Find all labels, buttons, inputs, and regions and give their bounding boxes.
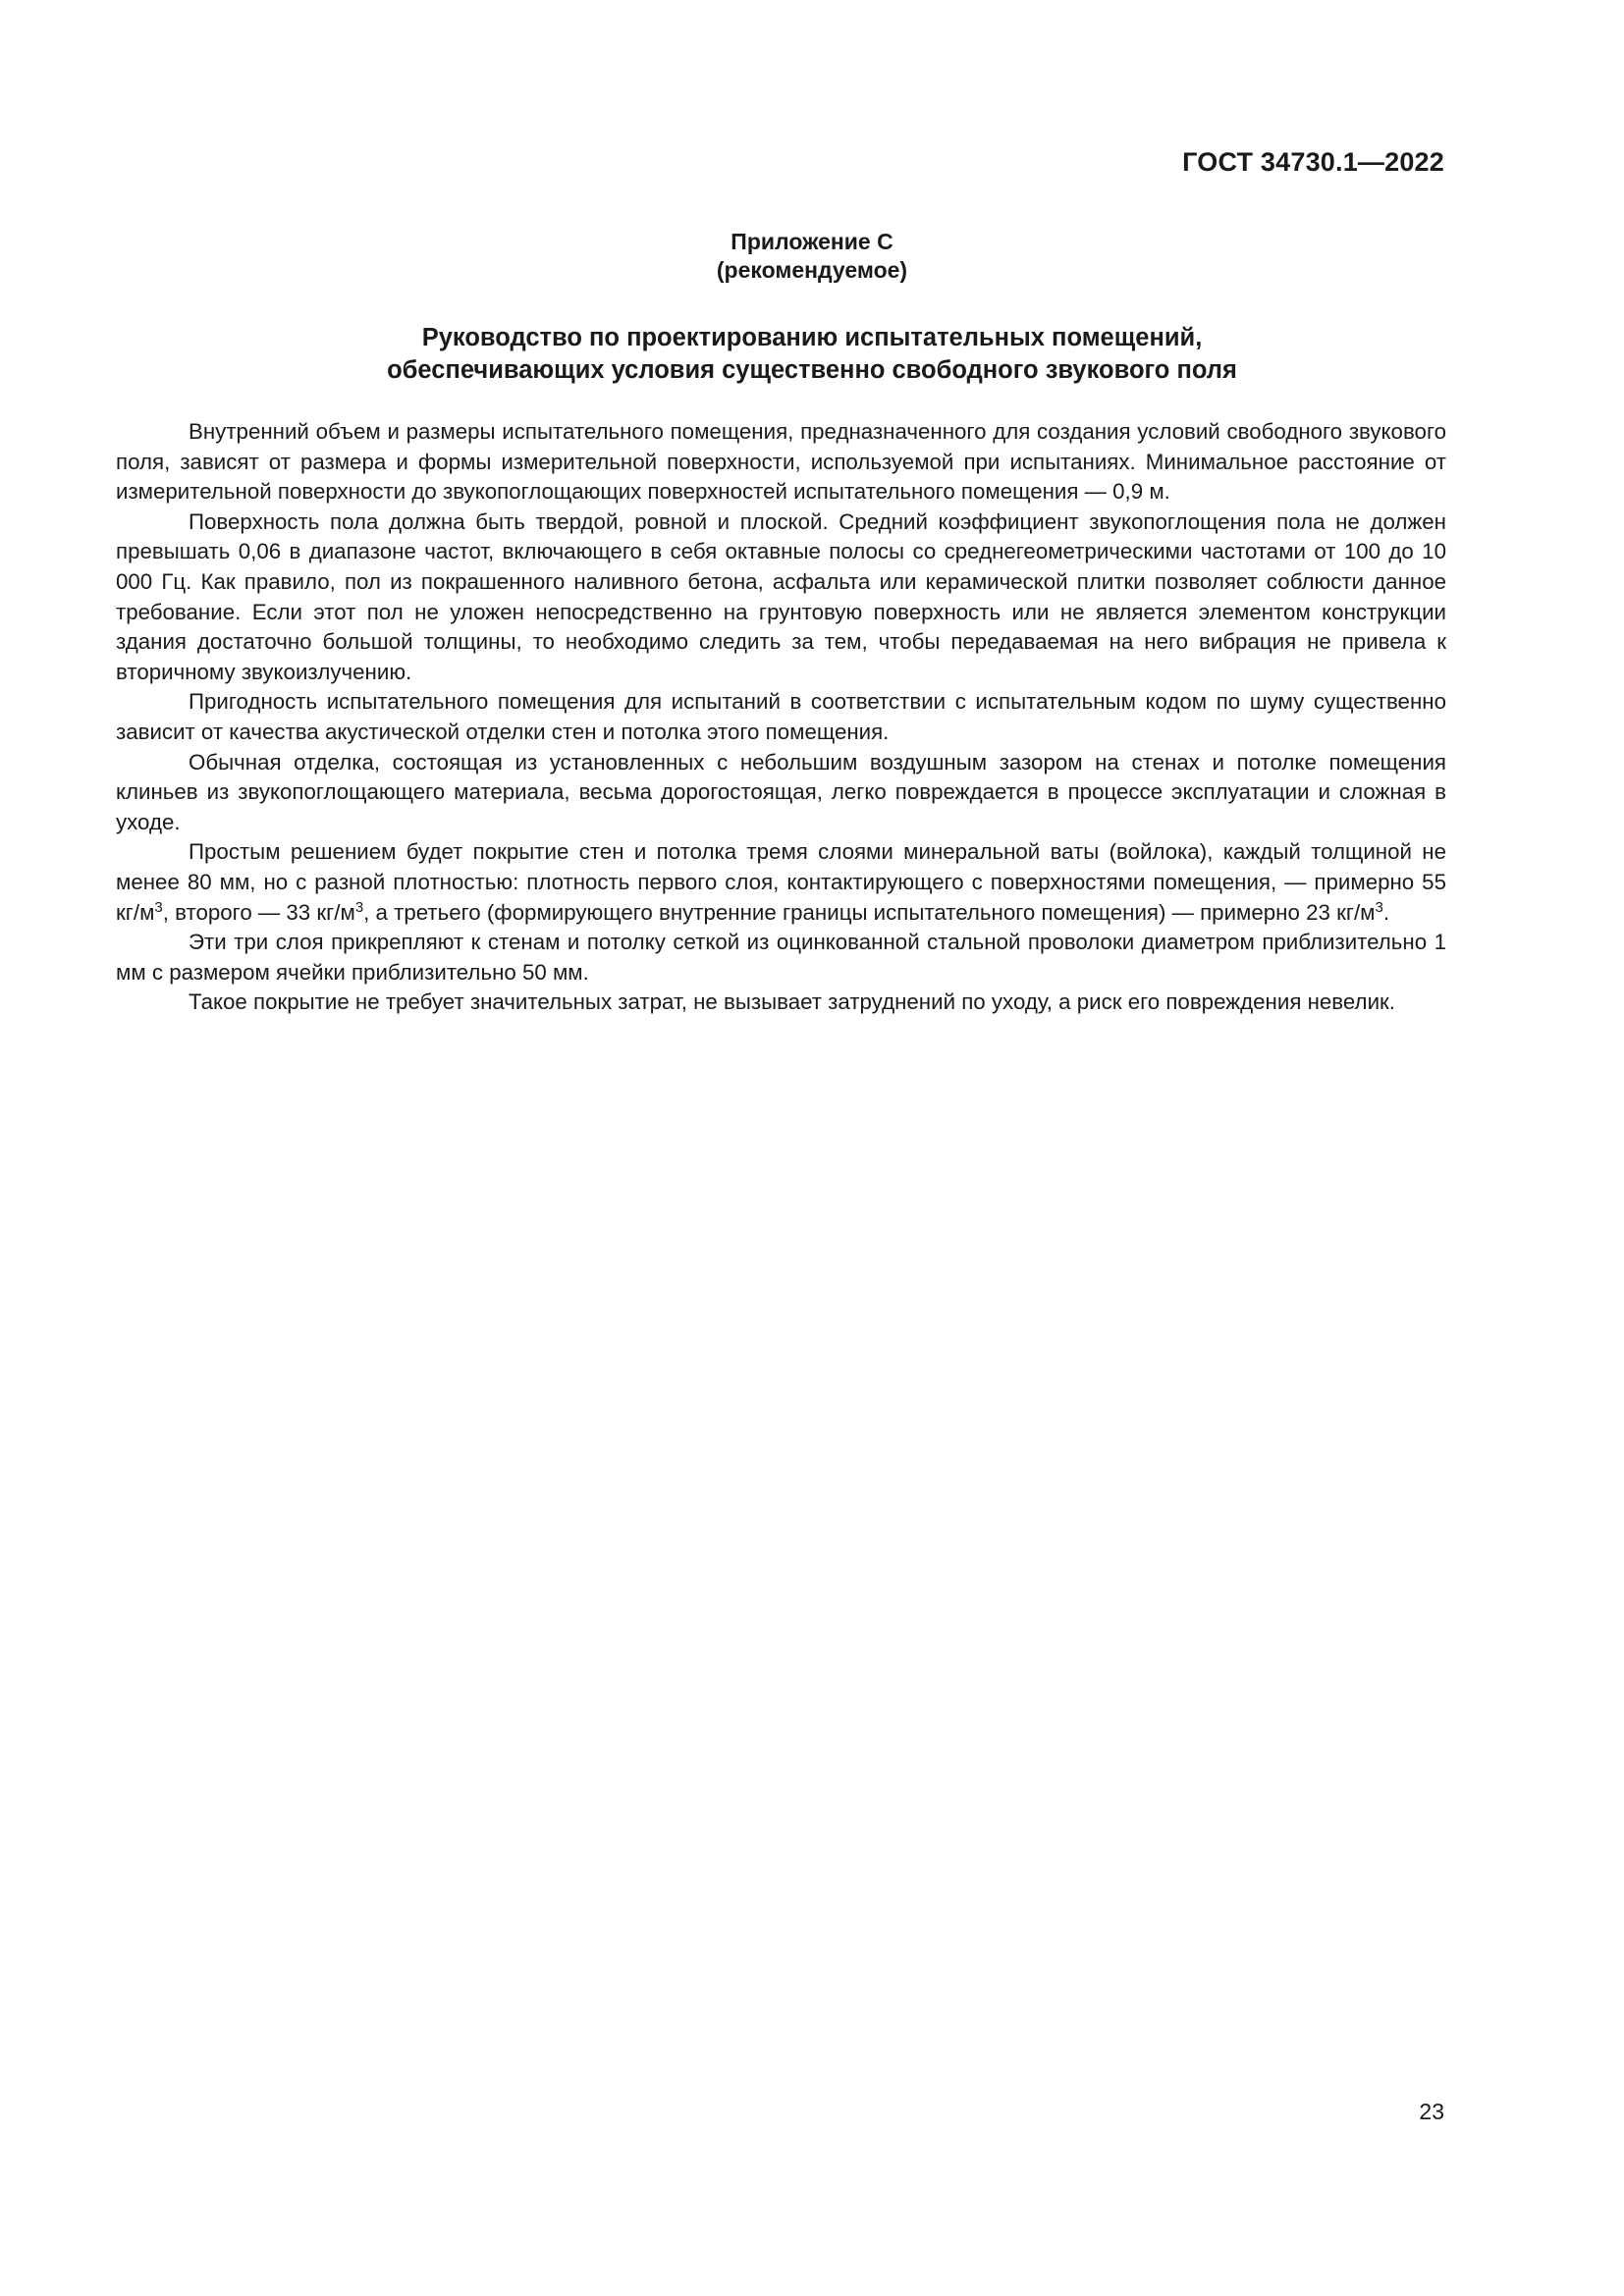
cubic-exponent-2: 3 [354,898,364,916]
appendix-label: Приложение С [731,229,893,254]
section-title [0,322,1624,387]
cubic-exponent-1: 3 [154,898,163,916]
mineral-wool-text-1: Простым решением будет покрытие стен и потолка тремя слоями минеральной ваты (войлока), каждый толщиной не менее 80 мм, но с разной плотностью: плотность первого слоя, контактирующего с поверхностями помещения, — примерно 55 кг/м [116,839,1446,925]
paragraph-room-suitability: Пригодность испытательного помещения для испытаний в соответствии с испытательным кодом по шуму существенно зависит от качества акустической отделки стен и потолка этого помещения. [116,689,1446,744]
paragraph-usual-finish: Обычная отделка, состоящая из установленных с небольшим воздушным зазором на стенах и потолке помещения клиньев из звукопоглощающего материала, весьма дорогостоящая, легко повреждается в процессе эксплуатации и сложная в уходе. [116,749,1446,834]
paragraph-floor-surface: Поверхность пола должна быть твердой, ровной и плоской. Средний коэффициент звукопоглощения пола не должен превышать 0,06 в диапазоне частот, включающего в себя октавные полосы со среднегеометрическими частотами от 100 до 10 000 Гц. Как правило, пол из покрашенного наливного бетона, асфальта или керамической плитки позволяет соблюсти данное требование. Если этот пол не уложен непосредственно на грунтовую поверхность или не является элементом конструкции здания достаточно большой толщины, то необходимо следить за тем, чтобы передаваемая на него вибрация не привела к вторичному звукоизлучению. [116,508,1446,684]
document-code: ГОСТ 34730.1—2022 [1182,147,1444,177]
paragraph-mineral-wool [116,837,1446,928]
paragraph-room-volume: Внутренний объем и размеры испытательного помещения, предназначенного для создания условий свободного звукового поля, зависят от размера и формы измерительной поверхности, используемой при испытаниях. Минимальное расстояние от измерительной поверхности до звукопоглощающих поверхностей испытательного помещения — 0,9 м. [116,419,1446,505]
appendix-status: (рекомендуемое) [716,257,908,283]
mineral-wool-text-2: , второго — 33 кг/м [162,899,355,925]
body-text [116,417,1446,1018]
appendix-heading [0,228,1624,285]
mineral-wool-text-3: , а третьего (формирующего внутренние границы испытательного помещения) — примерно 23 кг/м [363,899,1376,925]
page-number: 23 [1419,2099,1444,2124]
section-title-line-1: Руководство по проектированию испытательных помещений, [421,324,1203,351]
paragraph-wire-mesh: Эти три слоя прикрепляют к стенам и потолку сеткой из оцинкованной стальной проволоки диаметром приблизительно 1 мм с размером ячейки приблизительно 50 мм. [116,930,1446,985]
paragraph-coating-cost: Такое покрытие не требует значительных затрат, не вызывает затруднений по уходу, а риск его повреждения невелик. [189,989,1395,1015]
section-title-line-2: обеспечивающих условия существенно свободного звукового поля [387,356,1237,384]
cubic-exponent-3: 3 [1375,898,1383,916]
mineral-wool-text-4: . [1382,899,1390,925]
